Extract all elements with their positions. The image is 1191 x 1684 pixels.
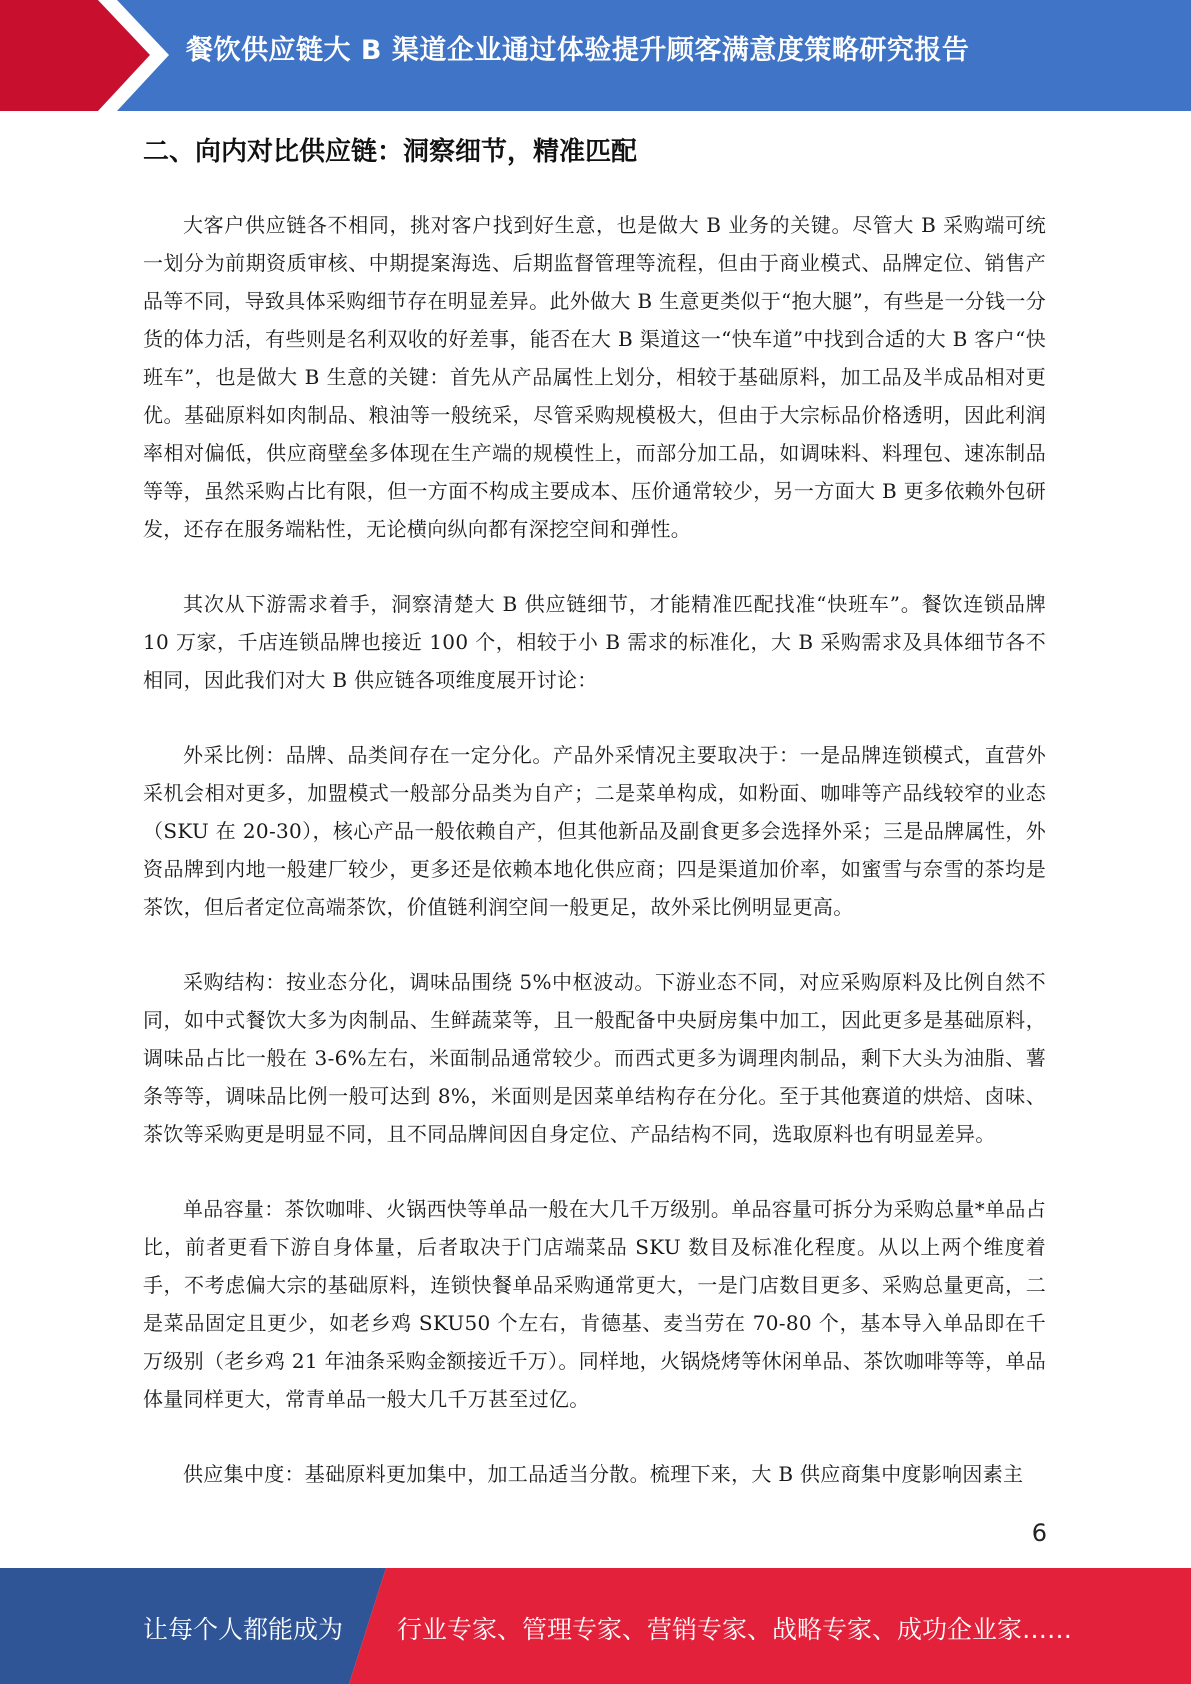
paragraph: 单品容量：茶饮咖啡、火锅西快等单品一般在大几千万级别。单品容量可拆分为采购总量*单品占比，前者更看下游自身体量，后者取决于门店端菜品 SKU 数目及标准化程度。从以上两个维度着手，不考虑偏大宗的基础原料，连锁快餐单品采购通常更大，一是门店数目更多、采购总量更高，二是菜品固定且更少，如老乡鸡 SKU50 个左右，肯德基、麦当劳在 70-80 个，基本导入单品即在千万级别（老乡鸡 21 年油条采购金额接近千万）。同样地，火锅烧烤等休闲单品、茶饮咖啡等等，单品体量同样更大，常青单品一般大几千万甚至过亿。 xyxy=(143,1197,1046,1411)
footer-slogan-right: 行业专家、管理专家、营销专家、战略专家、成功企业家…… xyxy=(397,1615,1073,1644)
report-title: 餐饮供应链大 B 渠道企业通过体验提升顾客满意度策略研究报告 xyxy=(186,35,970,66)
body-text xyxy=(143,206,1046,1530)
paragraph: 大客户供应链各不相同，挑对客户找到好生意，也是做大 B 业务的关键。尽管大 B 采购端可统一划分为前期资质审核、中期提案海选、后期监督管理等流程，但由于商业模式、品牌定位、销售产品等不同，导致具体采购细节存在明显差异。此外做大 B 生意更类似于“抱大腿”，有些是一分钱一分货的体力活，有些则是名利双收的好差事，能否在大 B 渠道这一“快车道”中找到合适的大 B 客户“快班车”，也是做大 B 生意的关键：首先从产品属性上划分，相较于基础原料，加工品及半成品相对更优。基础原料如肉制品、粮油等一般统采，尽管采购规模极大，但由于大宗标品价格透明，因此利润率相对偏低，供应商壁垒多体现在生产端的规模性上，而部分加工品，如调味料、料理包、速冻制品等等，虽然采购占比有限，但一方面不构成主要成本、压价通常较少，另一方面大 B 更多依赖外包研发，还存在服务端粘性，无论横向纵向都有深挖空间和弹性。 xyxy=(143,213,1046,541)
paragraph: 供应集中度：基础原料更加集中，加工品适当分散。梳理下来，大 B 供应商集中度影响因素主 xyxy=(183,1462,1024,1486)
page-header xyxy=(0,0,1191,111)
paragraph: 其次从下游需求着手，洞察清楚大 B 供应链细节，才能精准匹配找准“快班车”。餐饮连锁品牌 10 万家，千店连锁品牌也接近 100 个，相较于小 B 需求的标准化，大 B 采购需求及具体细节各不相同，因此我们对大 B 供应链各项维度展开讨论： xyxy=(143,592,1046,692)
page-number: 6 xyxy=(1031,1519,1047,1547)
section-heading: 二、向内对比供应链：洞察细节，精准匹配 xyxy=(143,137,638,167)
paragraph: 采购结构：按业态分化，调味品围绕 5%中枢波动。下游业态不同，对应采购原料及比例自然不同，如中式餐饮大多为肉制品、生鲜蔬菜等，且一般配备中央厨房集中加工，因此更多是基础原料，调味品占比一般在 3-6%左右，米面制品通常较少。而西式更多为调理肉制品，剩下大头为油脂、薯条等等，调味品比例一般可达到 8%，米面则是因菜单结构存在分化。至于其他赛道的烘焙、卤味、茶饮等采购更是明显不同，且不同品牌间因自身定位、产品结构不同，选取原料也有明显差异。 xyxy=(143,970,1046,1146)
footer-slogan-left: 让每个人都能成为 xyxy=(143,1615,344,1644)
page-footer xyxy=(0,1568,1191,1684)
paragraph: 外采比例：品牌、品类间存在一定分化。产品外采情况主要取决于：一是品牌连锁模式，直营外采机会相对更多，加盟模式一般部分品类为自产；二是菜单构成，如粉面、咖啡等产品线较窄的业态（SKU 在 20-30），核心产品一般依赖自产，但其他新品及副食更多会选择外采；三是品牌属性，外资品牌到内地一般建厂较少，更多还是依赖本地化供应商；四是渠道加价率，如蜜雪与奈雪的茶均是茶饮，但后者定位高端茶饮，价值链利润空间一般更足，故外采比例明显更高。 xyxy=(143,743,1046,919)
